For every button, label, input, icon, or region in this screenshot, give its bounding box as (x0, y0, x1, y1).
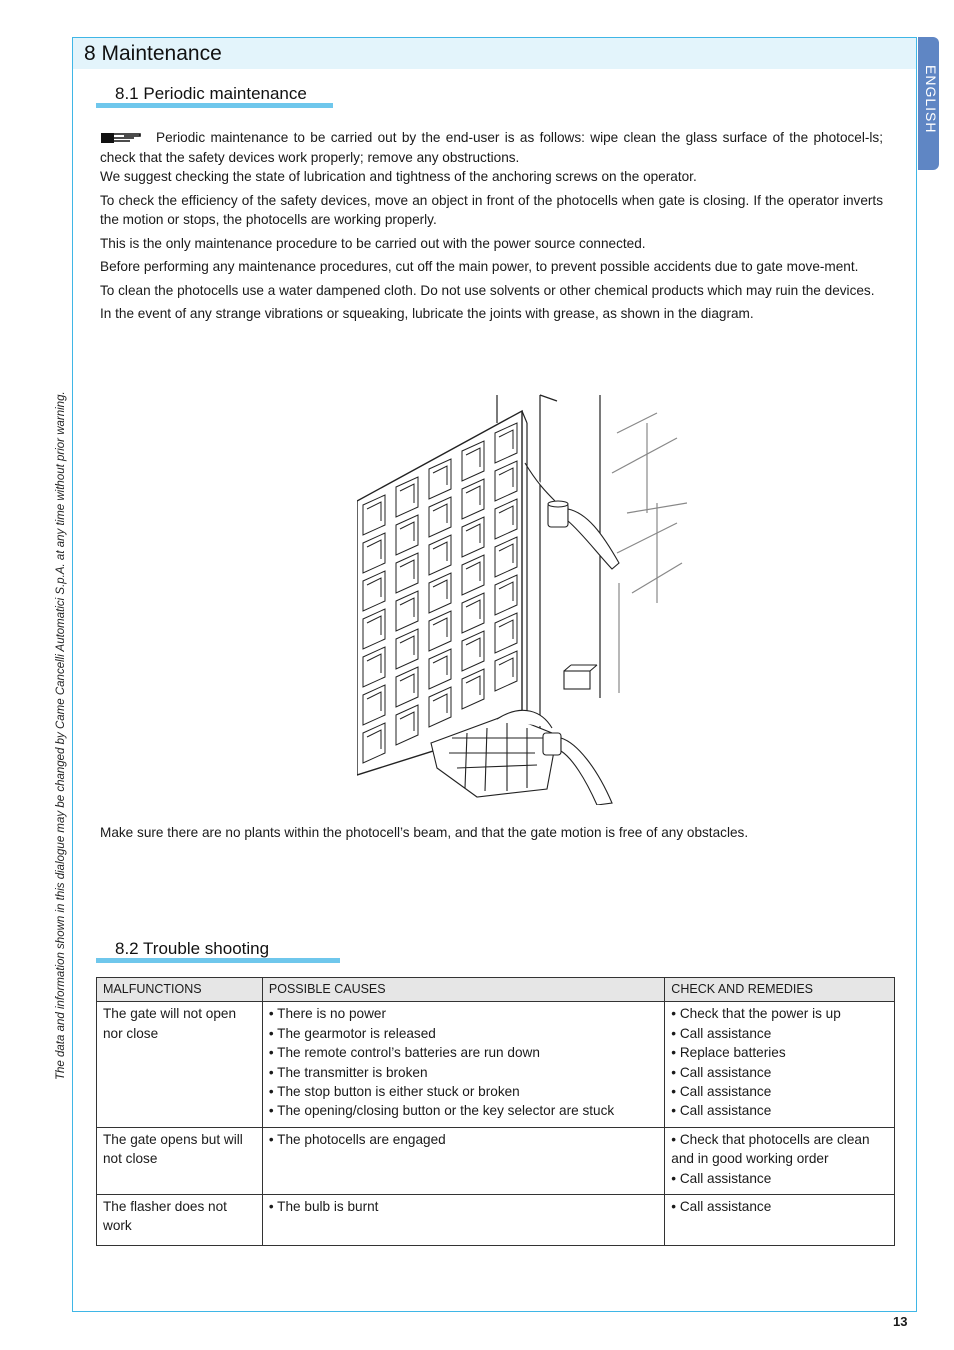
column-header: CHECK AND REMEDIES (665, 978, 895, 1002)
table-row (97, 1002, 895, 1127)
gate-opening (363, 685, 385, 725)
gate-opening (462, 479, 484, 519)
gate-opening (429, 459, 451, 499)
trouble-heading: 8.2 Trouble shooting (115, 939, 270, 958)
gate-opening (495, 461, 517, 501)
gate-opening (396, 591, 418, 631)
periodic-text (100, 128, 883, 328)
gate-opening (396, 477, 418, 517)
gate-opening (429, 573, 451, 613)
paragraph: To check the efficiency of the safety devices, move an object in front of the photocells when gate is closing. If the operator inverts the motion or stops, the photocells are working properly. (100, 192, 883, 227)
gate-opening (363, 647, 385, 687)
gate-opening (462, 517, 484, 557)
causes-cell: • The photocells are engaged (262, 1127, 664, 1194)
trouble-heading-underline (96, 958, 340, 963)
lubrication-diagram (357, 393, 687, 805)
section-title: 8 Maintenance (84, 42, 222, 65)
table-header-row (97, 978, 895, 1002)
gate-opening (429, 611, 451, 651)
causes-cell: • There is no power • The gearmotor is released • The remote control’s batteries are run down • The transmitter is broken • The stop button is either stuck or broken • The opening/closing button or the key selector are stuck (262, 1002, 664, 1127)
language-tab (918, 37, 939, 170)
gate-opening (462, 669, 484, 709)
column-header: MALFUNCTIONS (97, 978, 263, 1002)
page-number: 13 (893, 1314, 908, 1329)
gate-opening (495, 613, 517, 653)
gate-opening (363, 571, 385, 611)
gate-opening (495, 575, 517, 615)
side-disclaimer: The data and information shown in this dialogue may be changed by Came Cancelli Automatici S.p.A. at any time without prior warning. (55, 391, 67, 1080)
gate-opening (363, 533, 385, 573)
gate-opening (363, 723, 385, 763)
gate-opening (363, 495, 385, 535)
gate-opening (495, 423, 517, 463)
paragraph: We suggest checking the state of lubrication and tightness of the anchoring screws on the operator. (100, 169, 697, 184)
gate-opening (396, 667, 418, 707)
malfunction-cell: The gate will not open nor close (97, 1002, 263, 1127)
gate-opening (429, 687, 451, 727)
gate-opening (495, 499, 517, 539)
gate-opening (396, 553, 418, 593)
gate-opening (495, 651, 517, 691)
gate-opening (495, 537, 517, 577)
gate-opening (429, 497, 451, 537)
malfunction-cell: The gate opens but will not close (97, 1127, 263, 1194)
gate-opening (462, 555, 484, 595)
malfunction-cell: The flasher does not work (97, 1195, 263, 1246)
table-row (97, 1127, 895, 1194)
periodic-heading-underline (96, 103, 333, 108)
gate-opening (429, 649, 451, 689)
paragraph: This is the only maintenance procedure to be carried out with the power source connected. (100, 235, 646, 251)
paragraph: Periodic maintenance to be carried out by the end-user is as follows: wipe clean the glass surface of the photocel-ls; check that the safety devices work properly; remove any obstructions. (100, 130, 883, 165)
paragraph: To clean the photocells use a water dampened cloth. Do not use solvents or other chemical products which may ruin the devices. (100, 282, 875, 298)
column-header: POSSIBLE CAUSES (262, 978, 664, 1002)
paragraph: In the event of any strange vibrations or squeaking, lubricate the joints with grease, as shown in the diagram. (100, 306, 754, 321)
paragraph: Before performing any maintenance procedures, cut off the main power, to prevent possible accidents due to gate move-ment. (100, 259, 859, 274)
language-tab-label: ENGLISH (923, 65, 939, 134)
causes-cell: • The bulb is burnt (262, 1195, 664, 1246)
gate-opening (396, 629, 418, 669)
remedies-cell: • Check that photocells are clean and in good working order • Call assistance (665, 1127, 895, 1194)
periodic-heading: 8.1 Periodic maintenance (115, 84, 307, 103)
gate-opening (462, 441, 484, 481)
gate-opening (396, 515, 418, 555)
remedies-cell: • Check that the power is up • Call assistance • Replace batteries • Call assistance • Call assistance • Call assistance (665, 1002, 895, 1127)
gate-opening (429, 535, 451, 575)
gate-opening (462, 593, 484, 633)
plants-note: Make sure there are no plants within the photocell’s beam, and that the gate motion is free of any obstacles. (100, 825, 749, 840)
gate-opening (396, 705, 418, 745)
gate-opening (363, 609, 385, 649)
pointing-hand-icon (100, 132, 142, 144)
remedies-cell: • Call assistance (665, 1195, 895, 1246)
table-row (97, 1195, 895, 1246)
trouble-table (96, 977, 895, 1246)
gate-opening (462, 631, 484, 671)
